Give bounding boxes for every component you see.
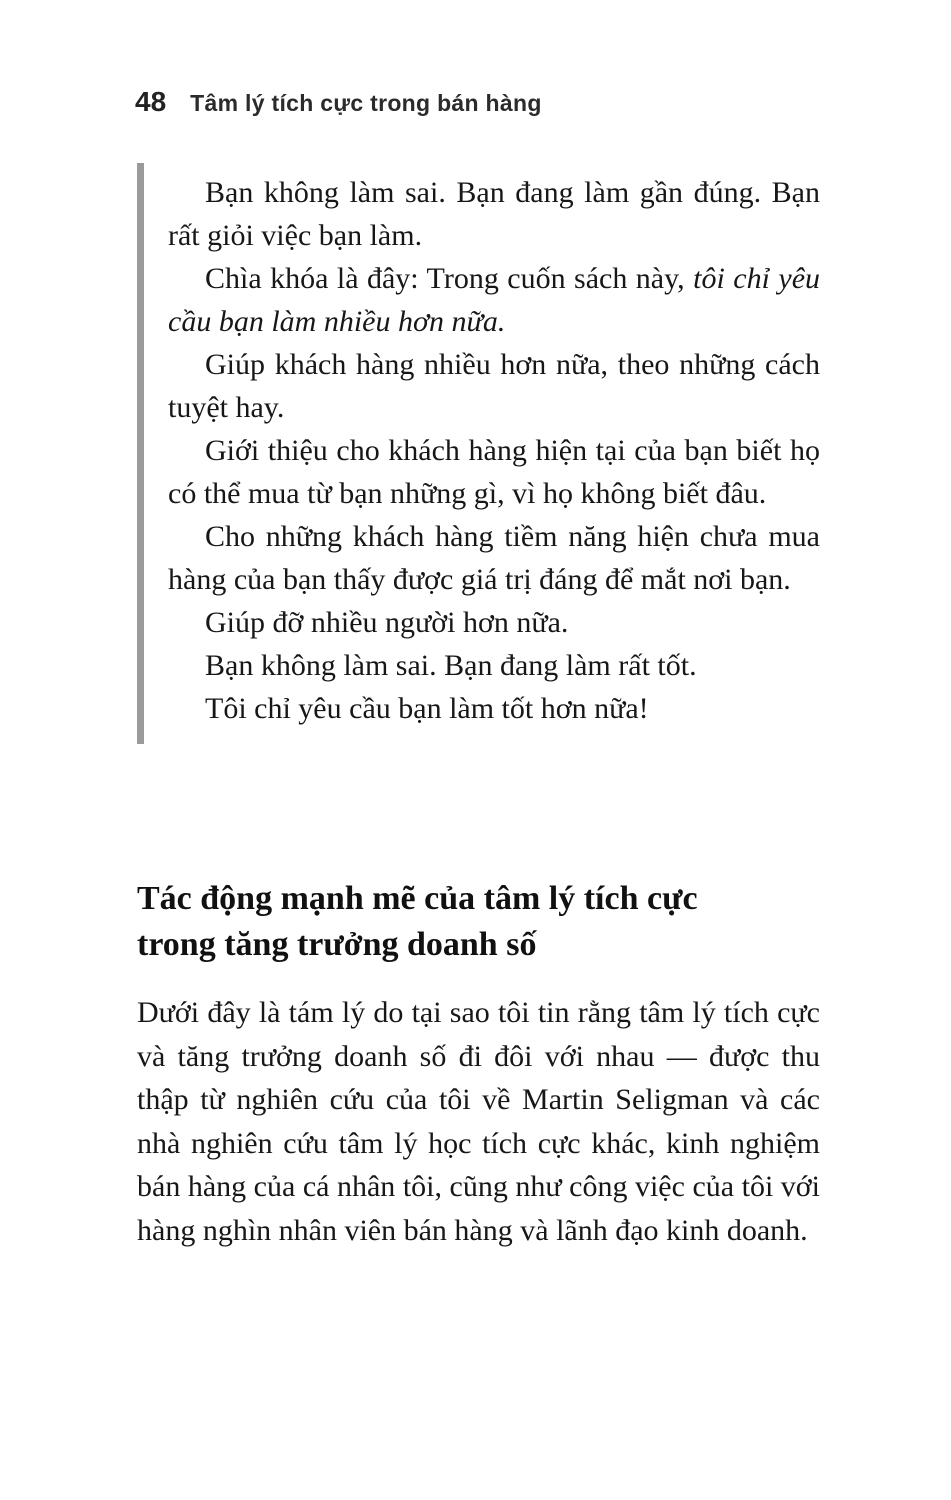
quote-paragraph-6: Giúp đỡ nhiều người hơn nữa.: [205, 606, 569, 639]
page-number: 48: [135, 86, 167, 117]
quote-block: [137, 163, 820, 744]
quote-paragraph-2-italic: tôi chỉ yêu cầu bạn làm nhiều hơn nữa.: [168, 262, 821, 338]
running-title: Tâm lý tích cực trong bán hàng: [190, 90, 542, 116]
section-heading: [137, 876, 837, 968]
section-heading-line-2: trong tăng trưởng doanh số: [137, 926, 537, 963]
quote-paragraph-2-normal: Chìa khóa là đây: Trong cuốn sách này,: [205, 262, 694, 295]
section-heading-line-1: Tác động mạnh mẽ của tâm lý tích cực: [137, 880, 698, 917]
page-header: [135, 86, 542, 118]
body-paragraph: Dưới đây là tám lý do tại sao tôi tin rằng tâm lý tích cực và tăng trưởng doanh số đi đôi với nhau — được thu thập từ nghiên cứu của tôi về Martin Seligman và các nhà nghiên cứu tâm lý học tích cực khác, kinh nghiệm bán hàng của cá nhân tôi, cũng như công việc của tôi với hàng nghìn nhân viên bán hàng và lãnh đạo kinh doanh.: [137, 996, 820, 1247]
quote-paragraph-7: Bạn không làm sai. Bạn đang làm rất tốt.: [205, 649, 697, 682]
quote-paragraph-5: Cho những khách hàng tiềm năng hiện chưa mua hàng của bạn thấy được giá trị đáng để mắt nơi bạn.: [168, 520, 820, 596]
quote-paragraph-3: Giúp khách hàng nhiều hơn nữa, theo những cách tuyệt hay.: [168, 348, 820, 424]
quote-paragraph-2: [168, 257, 820, 343]
quote-paragraph-1: Bạn không làm sai. Bạn đang làm gần đúng. Bạn rất giỏi việc bạn làm.: [168, 176, 820, 252]
quote-paragraph-4: Giới thiệu cho khách hàng hiện tại của bạn biết họ có thể mua từ bạn những gì, vì họ không biết đâu.: [168, 434, 820, 510]
quote-paragraph-8: Tôi chỉ yêu cầu bạn làm tốt hơn nữa!: [205, 692, 649, 725]
